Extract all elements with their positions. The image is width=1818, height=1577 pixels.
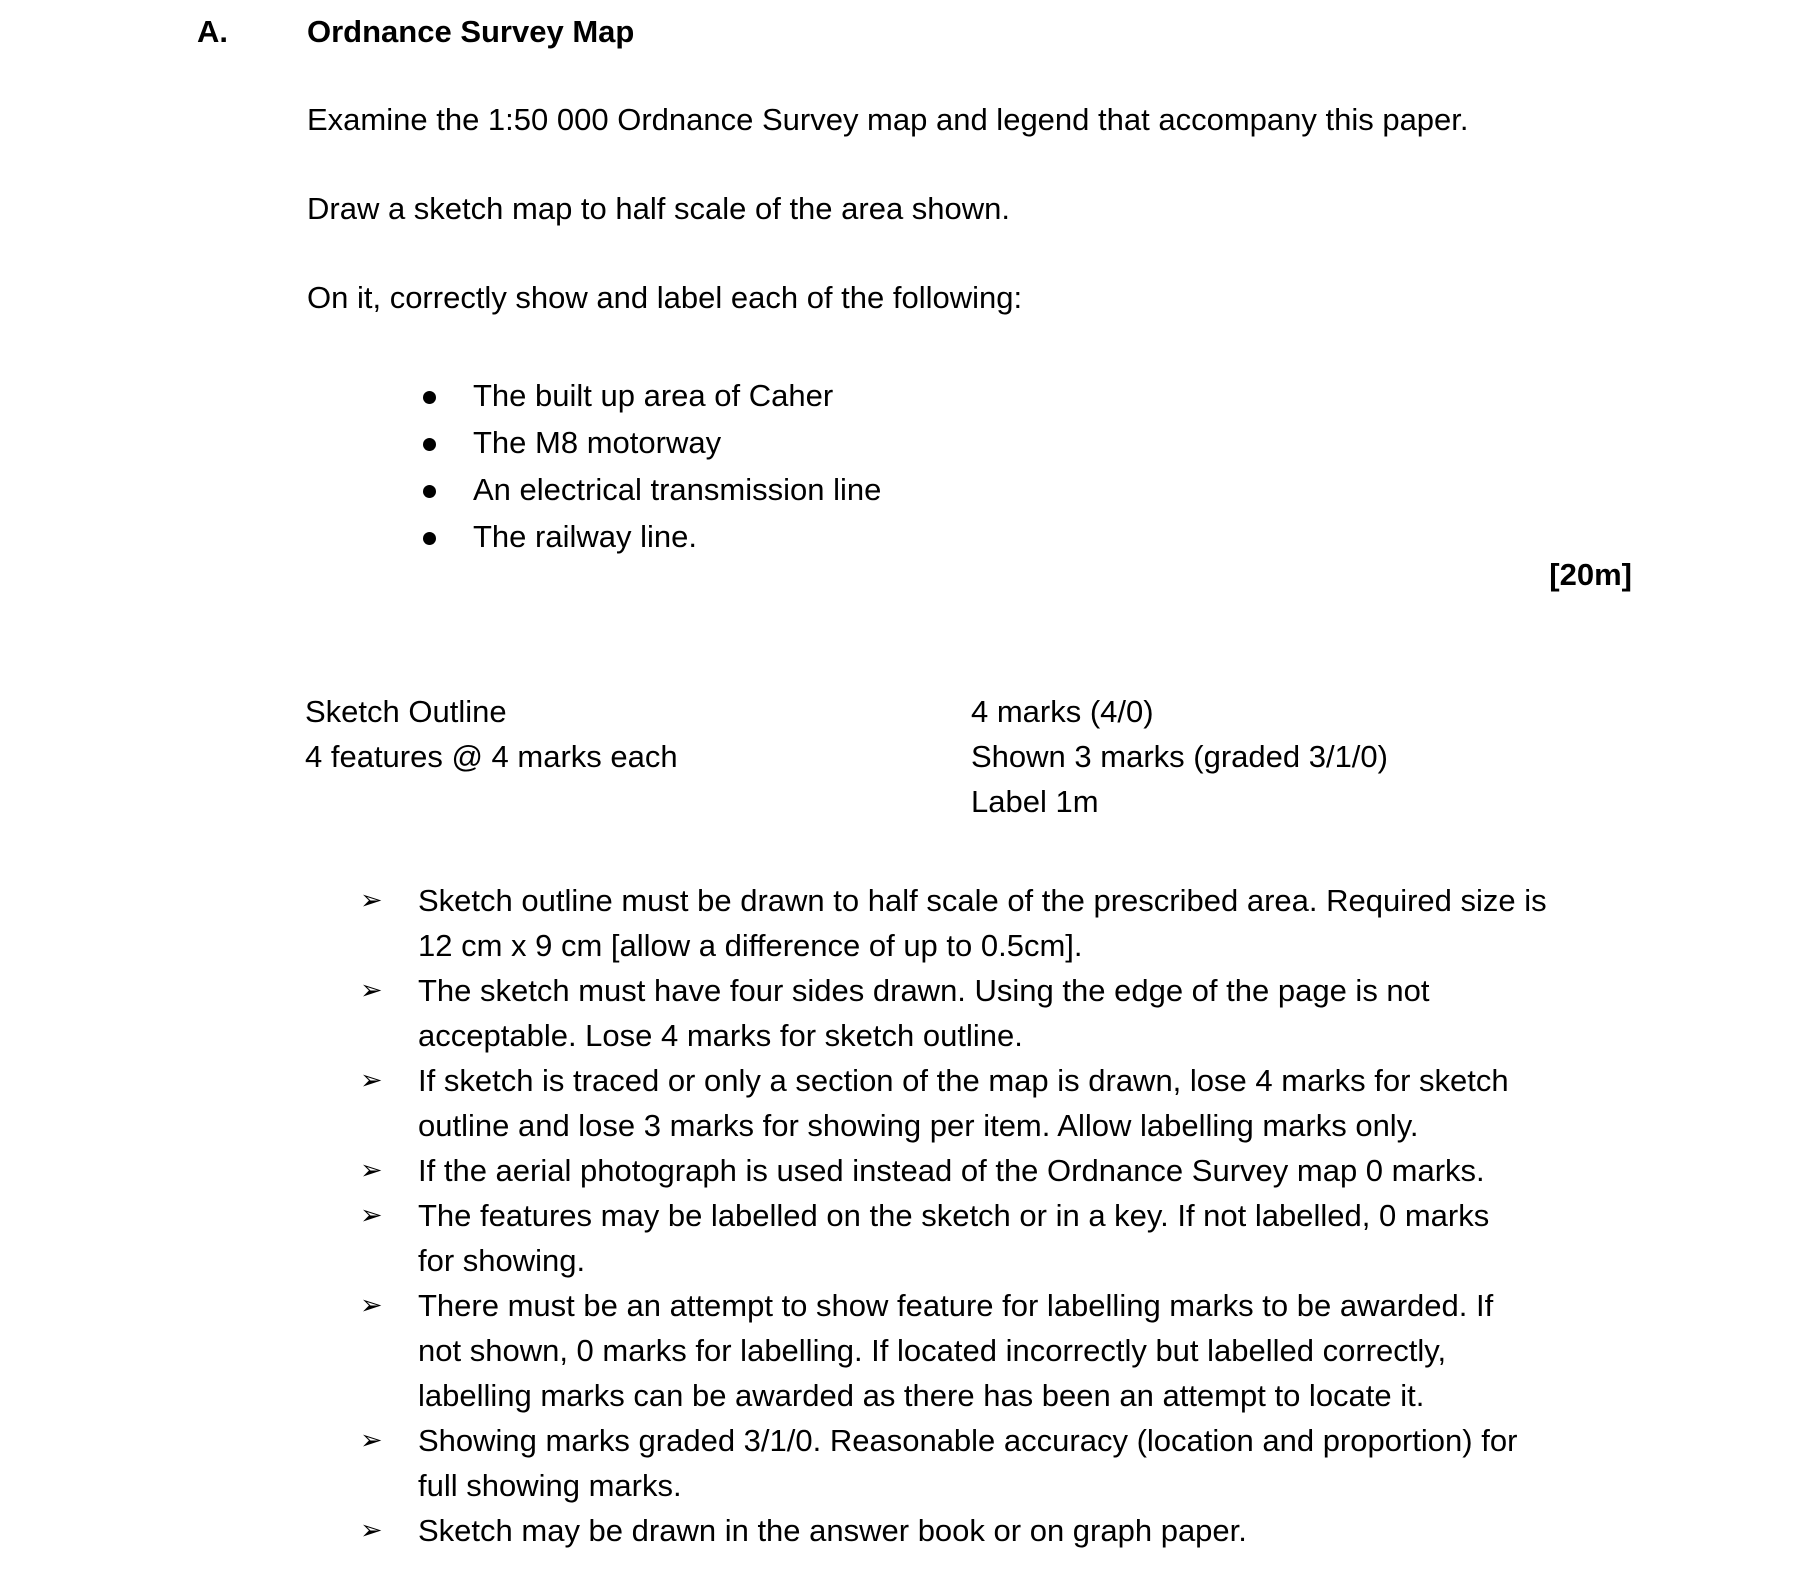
arrow-bullet-icon: ➢	[360, 1155, 383, 1185]
note-item	[360, 1283, 1660, 1418]
feature-item	[410, 419, 881, 466]
bullet-dot-icon	[423, 391, 436, 404]
arrow-bullet-icon: ➢	[360, 1290, 383, 1320]
section-title: Ordnance Survey Map	[307, 14, 635, 49]
feature-text: The M8 motorway	[473, 425, 722, 460]
scheme-right-line-2: Shown 3 marks (graded 3/1/0)	[971, 739, 1388, 774]
note-line: The features may be labelled on the sketch or in a key. If not labelled, 0 marks	[418, 1198, 1490, 1233]
instruction-paragraph-3: On it, correctly show and label each of the following:	[307, 280, 1023, 315]
note-item	[360, 1418, 1660, 1508]
feature-text: The built up area of Caher	[473, 378, 834, 413]
note-line: full showing marks.	[418, 1468, 682, 1503]
scheme-left-line-2: 4 features @ 4 marks each	[305, 739, 678, 774]
note-line: Sketch outline must be drawn to half scale of the prescribed area. Required size is	[418, 883, 1547, 918]
arrow-bullet-icon: ➢	[360, 1425, 383, 1455]
section-letter: A.	[197, 14, 228, 49]
note-item	[360, 968, 1660, 1058]
note-item	[360, 1508, 1660, 1553]
note-line: The sketch must have four sides drawn. Using the edge of the page is not	[418, 973, 1430, 1008]
arrow-bullet-icon: ➢	[360, 1200, 383, 1230]
scheme-right-line-3: Label 1m	[971, 784, 1099, 819]
note-item	[360, 1058, 1660, 1148]
feature-item	[410, 372, 881, 419]
marks-total: [20m]	[1549, 557, 1632, 592]
feature-item	[410, 513, 881, 560]
note-item	[360, 878, 1660, 968]
note-item	[360, 1193, 1660, 1283]
feature-list	[410, 372, 881, 560]
arrow-bullet-icon: ➢	[360, 975, 383, 1005]
bullet-dot-icon	[423, 532, 436, 545]
bullet-dot-icon	[423, 485, 436, 498]
note-item	[360, 1148, 1660, 1193]
scheme-left-line-1: Sketch Outline	[305, 694, 507, 729]
feature-text: The railway line.	[473, 519, 697, 554]
marking-notes-list	[360, 878, 1660, 1553]
note-line: outline and lose 3 marks for showing per item. Allow labelling marks only.	[418, 1108, 1419, 1143]
note-line: acceptable. Lose 4 marks for sketch outline.	[418, 1018, 1023, 1053]
note-line: not shown, 0 marks for labelling. If located incorrectly but labelled correctly,	[418, 1333, 1447, 1368]
note-line: If the aerial photograph is used instead of the Ordnance Survey map 0 marks.	[418, 1153, 1485, 1188]
note-line: Showing marks graded 3/1/0. Reasonable accuracy (location and proportion) for	[418, 1423, 1518, 1458]
scheme-right-line-1: 4 marks (4/0)	[971, 694, 1154, 729]
arrow-bullet-icon: ➢	[360, 885, 383, 915]
instruction-paragraph-1: Examine the 1:50 000 Ordnance Survey map and legend that accompany this paper.	[307, 102, 1469, 137]
note-line: If sketch is traced or only a section of the map is drawn, lose 4 marks for sketch	[418, 1063, 1509, 1098]
note-line: There must be an attempt to show feature for labelling marks to be awarded. If	[418, 1288, 1494, 1323]
note-line: for showing.	[418, 1243, 586, 1278]
feature-item	[410, 466, 881, 513]
note-line: Sketch may be drawn in the answer book or on graph paper.	[418, 1513, 1247, 1548]
instruction-paragraph-2: Draw a sketch map to half scale of the area shown.	[307, 191, 1011, 226]
arrow-bullet-icon: ➢	[360, 1515, 383, 1545]
note-line: 12 cm x 9 cm [allow a difference of up to 0.5cm].	[418, 928, 1083, 963]
feature-text: An electrical transmission line	[473, 472, 882, 507]
note-line: labelling marks can be awarded as there has been an attempt to locate it.	[418, 1378, 1425, 1413]
bullet-dot-icon	[423, 438, 436, 451]
arrow-bullet-icon: ➢	[360, 1065, 383, 1095]
